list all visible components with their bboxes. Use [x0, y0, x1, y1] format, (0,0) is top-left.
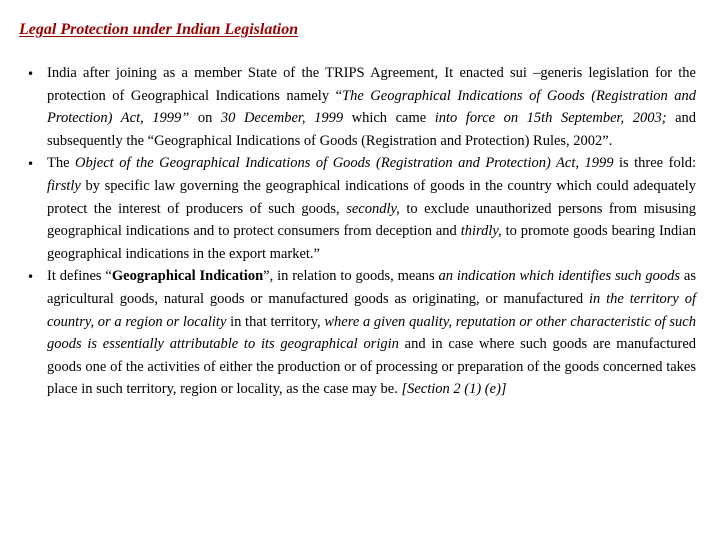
act-object-italic: Object of the Geographical Indications of Goods (Registration and Protection) Act, 1999 — [75, 155, 614, 172]
bullet-item-1 — [20, 62, 696, 152]
text-segment: which came — [343, 110, 435, 127]
bullet-item-3 — [20, 265, 696, 401]
text-segment: to promote goods bearing Indian geographical indications in the export market.” — [47, 223, 697, 262]
definition-italic: an indication which identifies such goods — [438, 268, 681, 285]
text-segment: and in case where such goods are manufactured goods one of the activities of either the production or of processing or preparation of the goods concerned takes place in such territory, region or locality, as the case may be. — [47, 336, 697, 398]
slide-title: Legal Protection under Indian Legislation — [19, 21, 299, 38]
territory-italic: in the territory of country, or a region or locality — [47, 290, 696, 330]
firstly-italic: firstly — [47, 177, 81, 194]
bullet-dot-icon: • — [27, 270, 35, 285]
text-segment: is three fold: — [613, 155, 696, 172]
text-segment: The — [47, 155, 76, 172]
text-segment: as agricultural goods, natural goods or manufactured goods as originating, or manufactured — [47, 268, 696, 307]
bullet-item-2 — [20, 152, 696, 265]
secondly-italic: secondly, — [346, 200, 400, 217]
section-reference: [Section 2 (1) (e)] — [401, 381, 507, 398]
text-segment: in that territory, — [226, 313, 325, 330]
text-segment: ”, in relation to goods, means — [263, 268, 439, 285]
thirdly-italic: thirdly, — [460, 223, 502, 240]
quality-italic: where a given quality, reputation or other characteristic of such goods is essentially attributable to its geographical origin — [47, 313, 696, 353]
text-segment: by specific law governing the geographical indications of goods in the country which could adequately protect the interest of producers of such goods, — [47, 177, 696, 217]
text-segment: to exclude unauthorized persons from misusing geographical indications and to protect consumers from deception and — [47, 200, 696, 240]
in-force-date: into force on 15th September, 2003; — [434, 110, 667, 127]
bullet-dot-icon: • — [27, 157, 35, 172]
act-name-italic: The Geographical Indications of Goods (Registration and Protection) Act, 1999” — [47, 87, 696, 127]
bullet-list — [20, 62, 696, 401]
bullet-dot-icon: • — [27, 67, 35, 81]
text-segment: It defines “ — [47, 268, 112, 285]
text-segment: on — [189, 110, 221, 127]
defined-term-bold: Geographical Indication — [111, 268, 264, 285]
enactment-date: 30 December, 1999 — [220, 110, 344, 127]
text-segment: India after joining as a member State of the TRIPS Agreement, It enacted sui –generis legislation for the protection of Geographical Indications namely “ — [47, 65, 696, 104]
text-segment: and subsequently the “Geographical Indications of Goods (Registration and Protection) Rules, 2002”. — [47, 110, 697, 149]
